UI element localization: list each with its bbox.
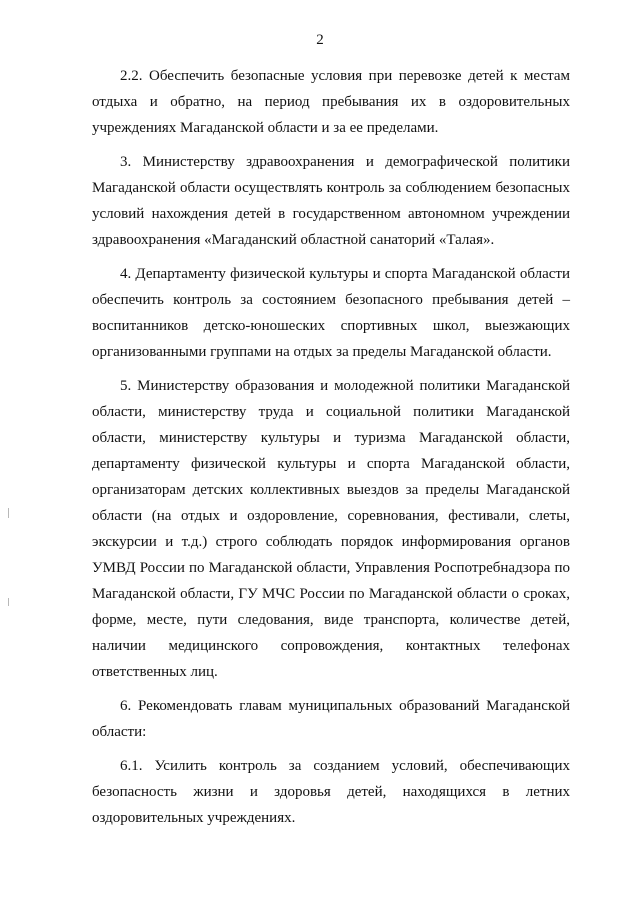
- paragraph-2-2: 2.2. Обеспечить безопасные условия при перевозке детей к местам отдыха и обратно, на период пребывания их в оздоровительных учреждениях Магаданской области и за ее пределами.: [92, 68, 570, 136]
- page-number: 2: [316, 32, 324, 48]
- scan-margin-mark: [8, 598, 9, 606]
- scan-margin-mark: [8, 508, 9, 518]
- document-body: [92, 63, 570, 831]
- paragraph-3: 3. Министерству здравоохранения и демографической политики Магаданской области осуществлять контроль за соблюдением безопасных условий нахождения детей в государственном автономном учреждении здравоохранения «Магаданский областной санаторий «Талая».: [92, 154, 570, 248]
- paragraph-6: 6. Рекомендовать главам муниципальных образований Магаданской области:: [92, 698, 570, 740]
- paragraph-4: 4. Департаменту физической культуры и спорта Магаданской области обеспечить контроль за состоянием безопасного пребывания детей – воспитанников детско-юношеских спортивных школ, выезжающих организованными группами на отдых за пределы Магаданской области.: [92, 266, 570, 360]
- paragraph-6-1: 6.1. Усилить контроль за созданием условий, обеспечивающих безопасность жизни и здоровья детей, находящихся в летних оздоровительных учреждениях.: [92, 758, 570, 826]
- paragraph-5: 5. Министерству образования и молодежной политики Магаданской области, министерству труда и социальной политики Магаданской области, министерству культуры и туризма Магаданской области, департаменту физической культуры и спорта Магаданской области, организаторам детских коллективных выездов за пределы Магаданской области (на отдых и оздоровление, соревнования, фестивали, слеты, экскурсии и т.д.) строго соблюдать порядок информирования органов УМВД России по Магаданской области, Управления Роспотребнадзора по Магаданской области, ГУ МЧС России по Магаданской области о сроках, форме, месте, пути следования, виде транспорта, количестве детей, наличии медицинского сопровождения, контактных телефонах ответственных лиц.: [92, 378, 570, 680]
